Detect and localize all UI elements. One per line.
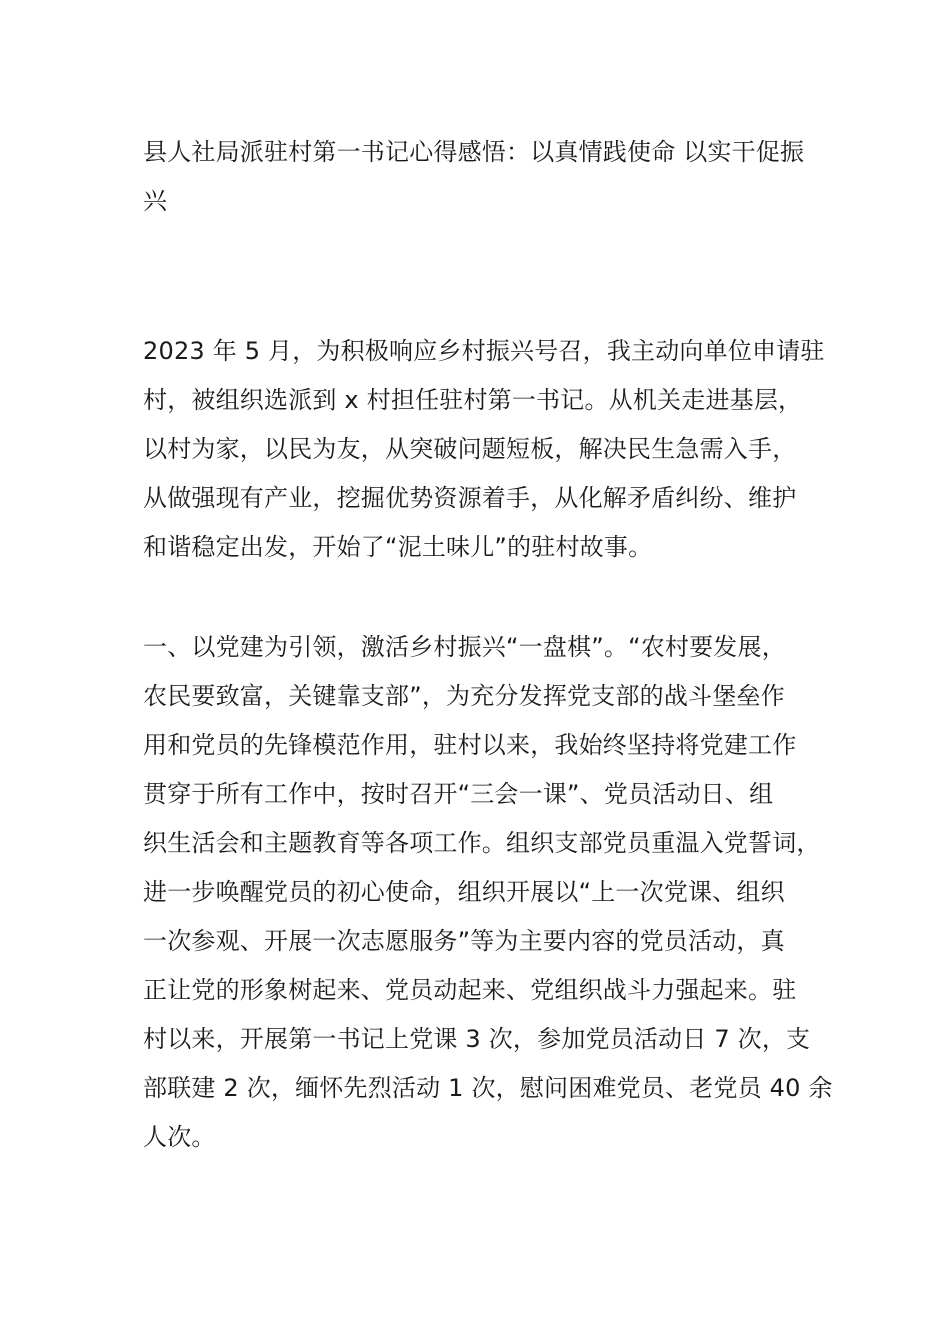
paragraph-line: 2023 年 5 月，为积极响应乡村振兴号召，我主动向单位申请驻 <box>143 337 825 365</box>
title-line: 县人社局派驻村第一书记心得感悟：以真情践使命 以实干促振 <box>143 138 805 166</box>
paragraph-line: 以村为家，以民为友，从突破问题短板，解决民生急需入手， <box>143 435 797 463</box>
paragraph-line: 从做强现有产业，挖掘优势资源着手，从化解矛盾纠纷、维护 <box>143 484 797 512</box>
paragraph-line: 进一步唤醒党员的初心使命，组织开展以“上一次党课、组织 <box>143 878 785 906</box>
paragraph-line: 村，被组织选派到 x 村担任驻村第一书记。从机关走进基层， <box>143 386 803 414</box>
paragraph-line: 贯穿于所有工作中，按时召开“三会一课”、党员活动日、组 <box>143 780 774 808</box>
paragraph-line: 农民要致富，关键靠支部”，为充分发挥党支部的战斗堡垒作 <box>143 682 785 710</box>
paragraph-line: 和谐稳定出发，开始了“泥土味儿”的驻村故事。 <box>143 533 653 561</box>
paragraph-line: 织生活会和主题教育等各项工作。组织支部党员重温入党誓词， <box>143 829 821 857</box>
paragraph-line: 用和党员的先锋模范作用，驻村以来，我始终坚持将党建工作 <box>143 731 797 759</box>
paragraph-line: 正让党的形象树起来、党员动起来、党组织战斗力强起来。驻 <box>143 976 797 1004</box>
title-line: 兴 <box>143 187 168 215</box>
paragraph-line: 一、以党建为引领，激活乡村振兴“一盘棋”。“农村要发展， <box>143 633 786 661</box>
paragraph-line: 部联建 2 次，缅怀先烈活动 1 次，慰问困难党员、老党员 40 余 <box>143 1074 833 1102</box>
paragraph-line: 一次参观、开展一次志愿服务”等为主要内容的党员活动，真 <box>143 927 785 955</box>
paragraph-line: 村以来，开展第一书记上党课 3 次，参加党员活动日 7 次，支 <box>143 1025 811 1053</box>
paragraph-line: 人次。 <box>143 1123 216 1151</box>
